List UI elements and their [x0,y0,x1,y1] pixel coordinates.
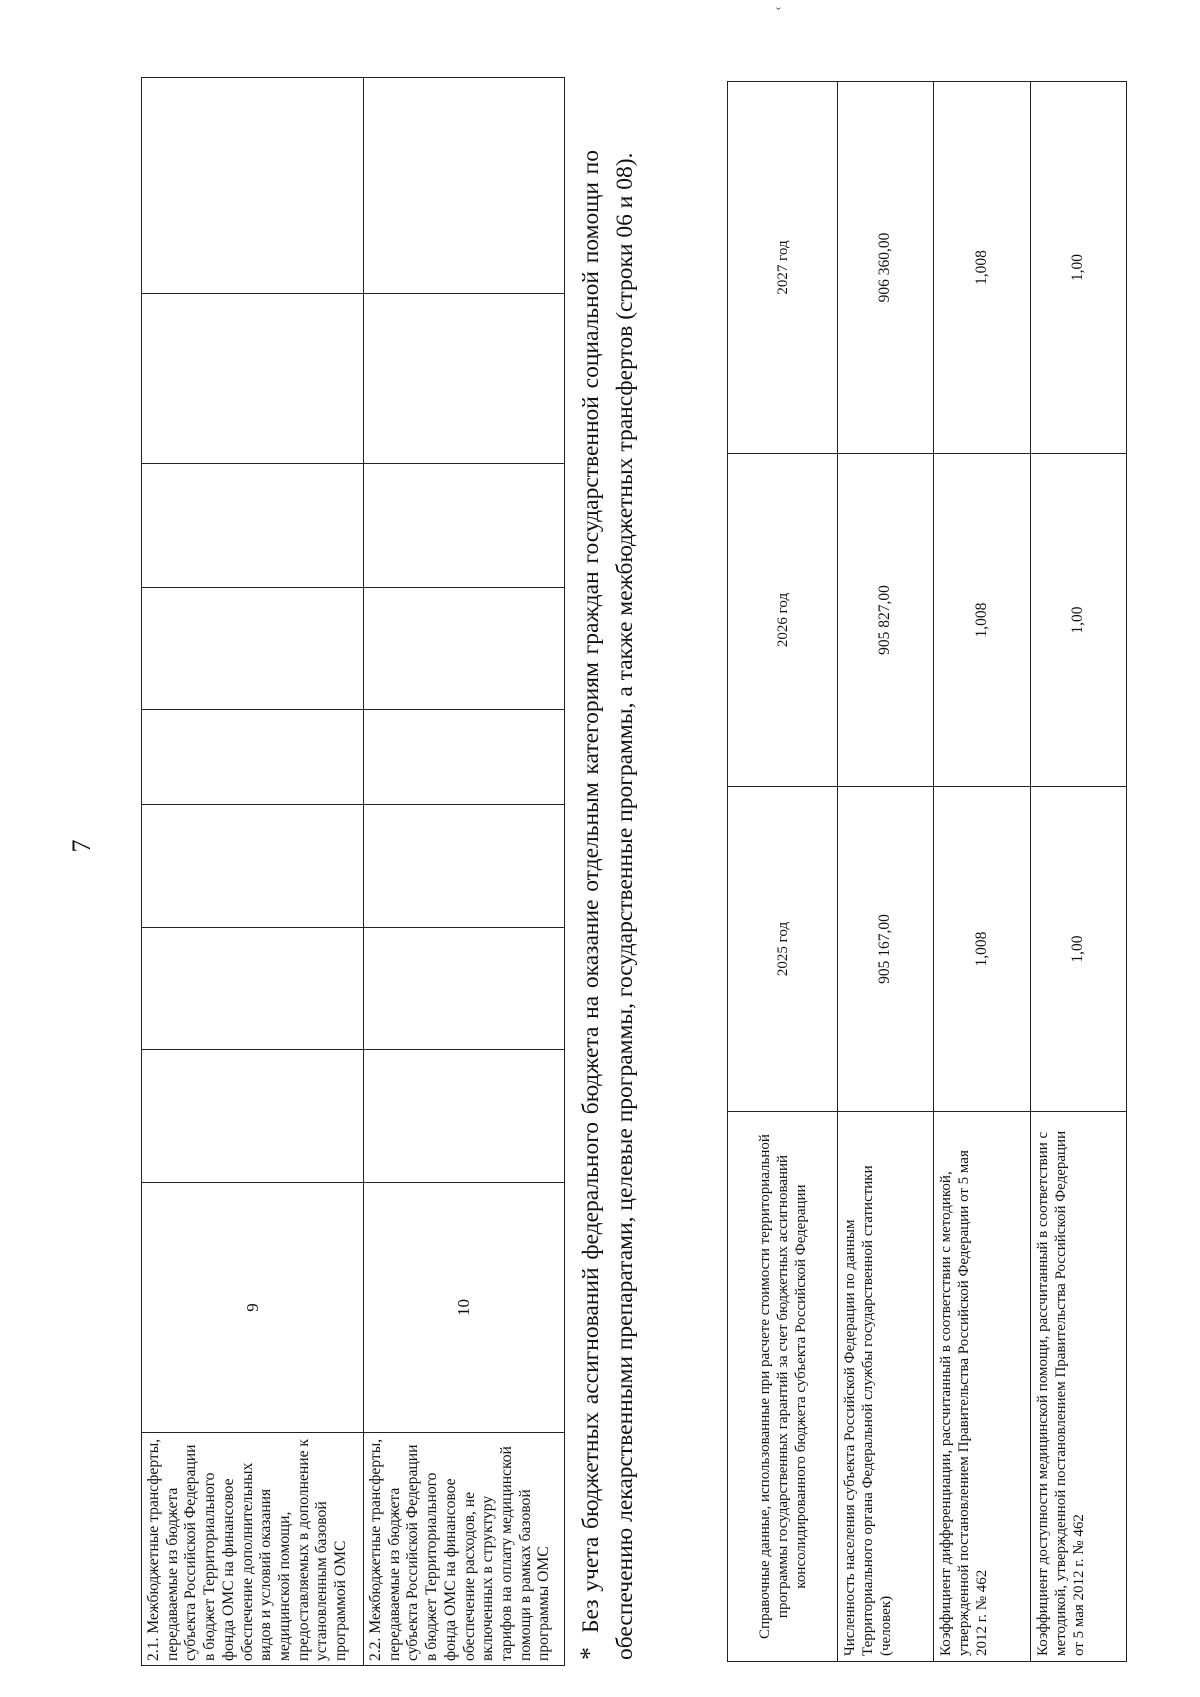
page-number: 7 [67,839,96,853]
value-cell: 906 360,00 [838,82,934,454]
empty-cell [142,464,364,588]
row-label: Коэффициент дифференциации, рассчитанный в соответствии с методикой, утвержденной постановлением Правительства Российской Федерации от 5 мая 2012 г. № 462 [934,1112,1030,1662]
footnote-marker: * [575,1647,604,1660]
empty-cell [364,464,565,588]
empty-cell [142,588,364,710]
row-code: 9 [142,1183,364,1433]
row-label: 2.1. Межбюджетные трансферты, передаваемые из бюджета субъекта Российской Федерации в бюджет Территориального фонда ОМС на финансовое обеспечение дополнительных видов и условий оказания медицинской помощи, предоставляемых в дополнение к установленным базовой программой ОМС [142,1433,364,1666]
reference-table [727,81,1127,1662]
scan-artifact-mark: ˇ [776,6,781,21]
row-code: 10 [364,1183,565,1433]
empty-cell [364,294,565,464]
table-row [364,78,565,1666]
header-label: Справочные данные, использованные при расчете стоимости территориальной программы государственных гарантий за счет бюджетных ассигнований консолидированного бюджета субъекта Российской Федерации [728,1112,838,1662]
empty-cell [142,928,364,1050]
table-row [142,78,364,1666]
empty-cell [364,588,565,710]
year-header: 2027 год [728,82,838,454]
row-label: Коэффициент доступности медицинской помощи, рассчитанный в соответствии с методикой, утвержденной постановлением Правительства Российской Федерации от 5 мая 2012 г. № 462 [1030,1112,1126,1662]
empty-cell [364,710,565,805]
year-header: 2026 год [728,454,838,787]
table-row [838,82,934,1662]
top-table [141,77,565,1666]
year-header: 2025 год [728,787,838,1112]
footnote-text: Без учета бюджетных ассигнований федерального бюджета на оказание отдельным категориям граждан государственной социальной помощи по обеспечению лекарственными препаратами, целевые программы, государственные программы, а также межбюджетных трансфертов (строки 06 и 08). [578,150,638,1660]
empty-cell [142,710,364,805]
value-cell: 1,00 [1030,787,1126,1112]
value-cell: 1,00 [1030,454,1126,787]
value-cell: 1,008 [934,454,1030,787]
empty-cell [142,78,364,294]
table-header-row [728,82,838,1662]
empty-cell [142,1050,364,1183]
empty-cell [364,805,565,928]
footnote [572,150,692,1660]
empty-cell [142,805,364,928]
row-label: 2.2. Межбюджетные трансферты, передаваемые из бюджета субъекта Российской Федерации в бюджет Территориального фонда ОМС на финансовое обеспечение расходов, не включенных в структуру тарифов на оплату медицинской помощи в рамках базовой программы ОМС [364,1433,565,1666]
reference-table-container [727,82,1127,1662]
value-cell: 905 827,00 [838,454,934,787]
empty-cell [364,78,565,294]
empty-cell [364,1050,565,1183]
value-cell: 905 167,00 [838,787,934,1112]
value-cell: 1,00 [1030,82,1126,454]
top-table-container [141,78,564,1666]
table-row [934,82,1030,1662]
empty-cell [142,294,364,464]
table-row [1030,82,1126,1662]
value-cell: 1,008 [934,82,1030,454]
value-cell: 1,008 [934,787,1030,1112]
empty-cell [364,928,565,1050]
row-label: Численность населения субъекта Российской Федерации по данным Территориального органа Федеральной службы государственной статистики (человек) [838,1112,934,1662]
